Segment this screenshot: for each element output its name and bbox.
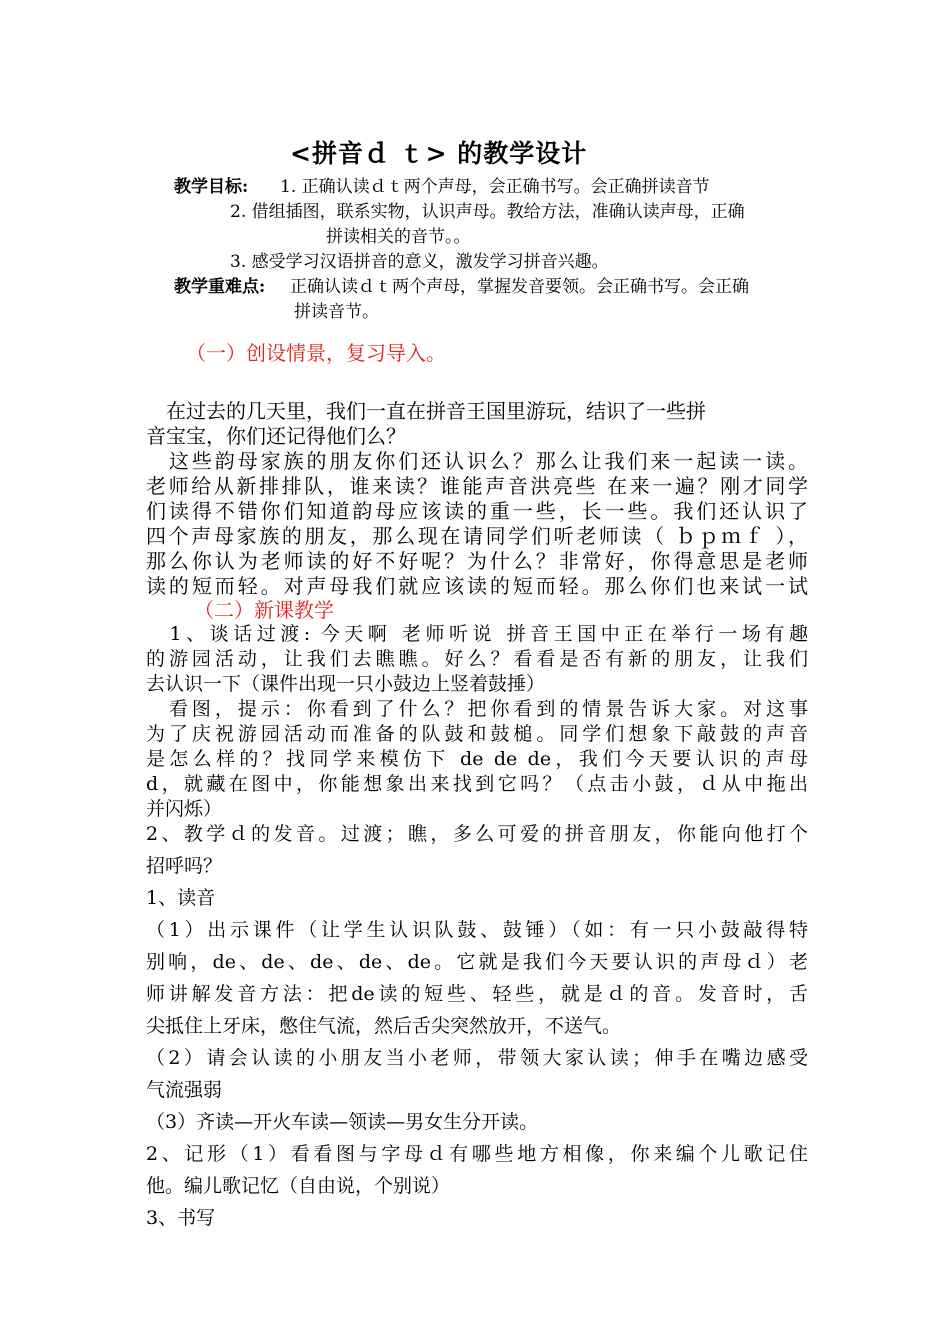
paragraph-line: 去认识一下（课件出现一只小鼓边上竖着鼓捶） [146,673,546,695]
paragraph-line: （3）齐读—开火车读—领读—男女生分开读。 [146,1111,539,1133]
section-2-text [146,622,808,822]
paragraph-line: 在过去的几天里，我们一直在拼音王国里游玩，结识了一些拼 [146,399,706,423]
paragraph-line: 尖抵住上牙床，憋住气流，然后舌尖突然放开，不送气。 [146,1015,622,1037]
paragraph-line: 1、读音 [146,887,216,909]
paragraph-line: 师讲解发音方法：把de读的短些、轻些，就是ｄ的音。发音时，舌 [146,983,808,1005]
paragraph-line: 音宝宝，你们还记得他们么？ [146,424,406,448]
paragraph-line: 四个声母家族的朋友，那么现在请同学们听老师读（ ｂｐｍｆ ）， [146,524,808,548]
paragraph-line: 看图，提示：你看到了什么？把你看到的情景告诉大家。对这事 [146,698,808,720]
key-points-label: 教学重难点: [174,277,266,297]
goal-item-2-line-1: 2. 借组插图，联系实物，认识声母。教给方法，准确认读声母，正确 [230,202,745,222]
paragraph-line: 老师给从新排排队，谁来读？谁能声音洪亮些 在来一遍？刚才同学 [146,474,808,498]
key-points-line-1: 正确认读ｄｔ两个声母，掌握发音要领。会正确书写。会正确 [290,277,749,297]
paragraph-line: （2）请会认读的小朋友当小老师，带领大家认读；伸手在嘴边感受 [146,1047,808,1069]
paragraph-line: 2、教学ｄ的发音。过渡；瞧，多么可爱的拼音朋友，你能向他打个 [146,823,808,845]
document-title: <拼音ｄ ｔ> 的教学设计 [290,139,588,168]
paragraph-line: 并闪烁） [146,798,223,820]
paragraph-line: 气流强弱 [146,1079,223,1101]
goal-item-3: 3. 感受学习汉语拼音的意义，激发学习拼音兴趣。 [230,252,609,272]
key-points-line-2: 拼读音节。 [294,302,379,322]
paragraph-line: 为了庆祝游园活动而准备的队鼓和鼓槌。同学们想象下敲鼓的声音 [146,723,808,745]
paragraph-line: 招呼吗？ [146,855,223,877]
goals-label: 教学目标: [174,177,249,197]
paragraph-line: 那么你认为老师读的好不好呢？为什么？非常好，你得意思是老师 [146,549,808,573]
paragraph-line: 3、书写 [146,1207,216,1229]
paragraph-line: d，就藏在图中，你能想象出来找到它吗？（点击小鼓，ｄ从中拖出 [146,773,808,795]
paragraph-line: 别响，de、de、de、de、de。它就是我们今天要认识的声母ｄ）老 [146,951,808,973]
paragraph-line: 2、记形（1）看看图与字母ｄ有哪些地方相像，你来编个儿歌记住 [146,1143,808,1165]
paragraph-line: 是怎么样的？找同学来模仿下 de de de，我们今天要认识的声母 [146,748,808,770]
paragraph-line: 读的短而轻。对声母我们就应该读的短而轻。那么你们也来试一试 [146,574,808,598]
paragraph-line: 1、谈话过渡: 今天啊 老师听说 拼音王国中正在举行一场有趣 [146,623,808,645]
paragraph-line: 们读得不错你们知道韵母应该读的重一些，长一些。我们还认识了 [146,499,808,523]
section-1-text [146,399,808,599]
paragraph-line: 这些韵母家族的朋友你们还认识么？那么让我们来一起读一读。 [146,449,808,473]
goal-item-2-line-2: 拼读相关的音节。。 [326,227,471,247]
paragraph-line: 的游园活动，让我们去瞧瞧。好么？看看是否有新的朋友，让我们 [146,648,808,670]
section-1-heading: （一）创设情景，复习导入。 [186,341,446,365]
paragraph-line: 他。编儿歌记忆（自由说，个别说） [146,1175,451,1197]
goal-item-1: 1. 正确认读ｄｔ两个声母，会正确书写。会正确拼读音节 [280,177,710,197]
paragraph-line: （1）出示课件（让学生认识队鼓、鼓锤）（如：有一只小鼓敲得特 [146,919,808,941]
section-2-heading: （二）新课教学 [194,598,334,622]
section-3-text [146,818,808,1234]
